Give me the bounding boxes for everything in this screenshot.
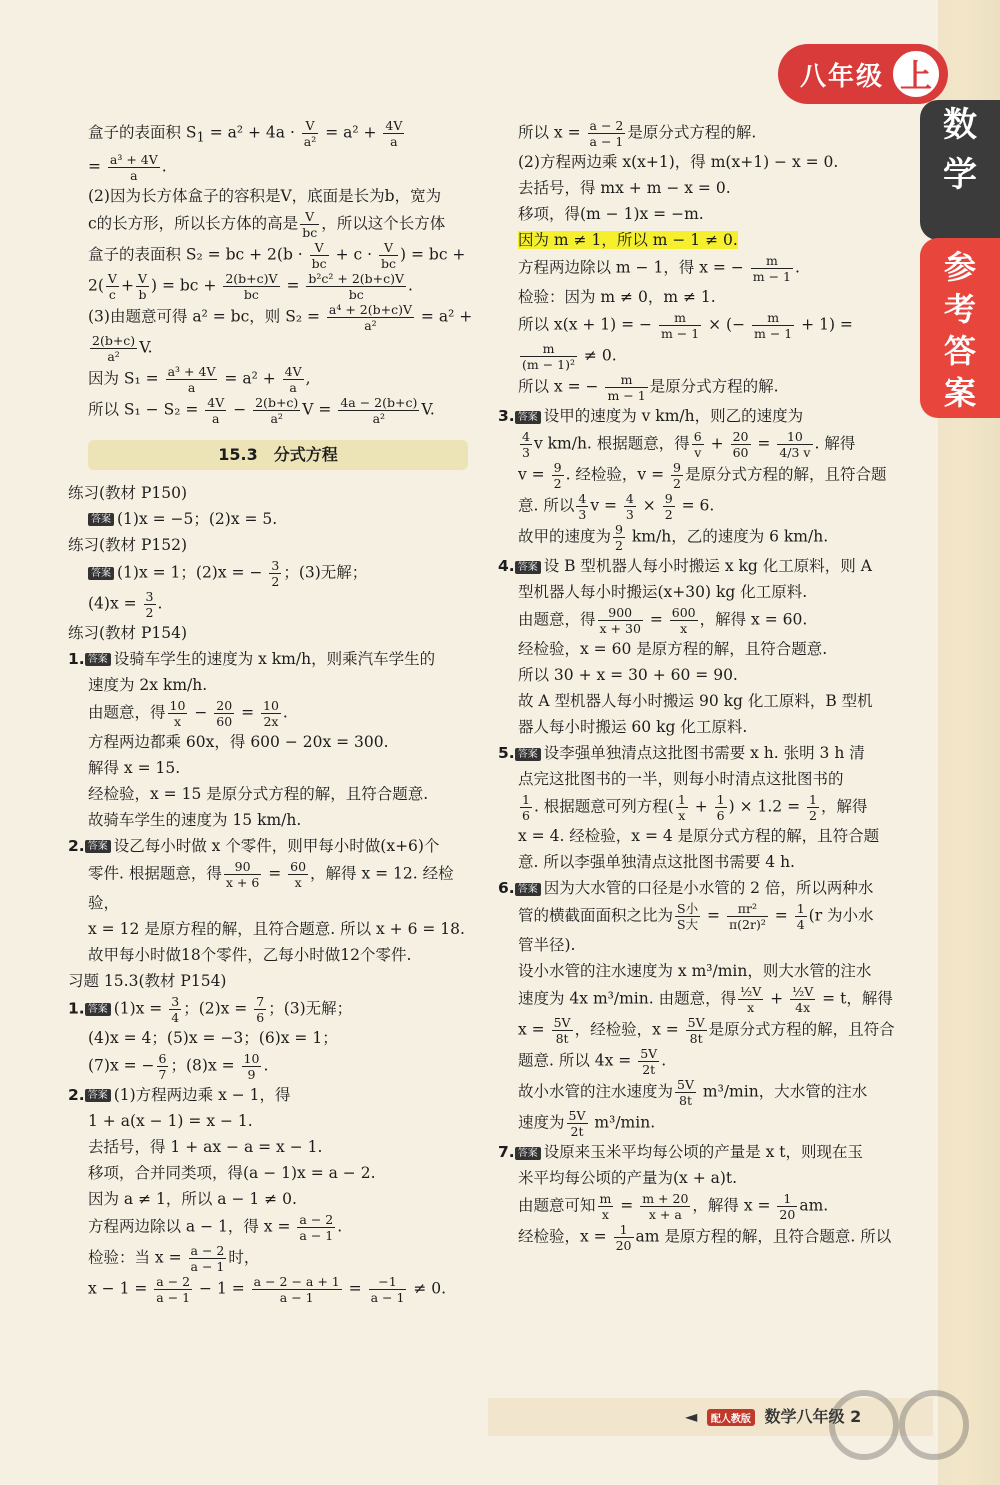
volume-badge: 上 (890, 48, 942, 100)
fraction: $\frac{4V}{a}$ (207, 394, 225, 426)
text-line: 经检验，x = $\frac{1}{20}$ am 是原方程的解，且符合题意. 所以 (518, 1222, 892, 1253)
text-line: 检验：因为 m ≠ 0，m ≠ 1. (518, 288, 716, 306)
text-line: $\frac{4}{3}$ v km/h. 根据题意，得 $\frac{6}{v}$ + $\frac{20}{60}$ = $\frac{10}{4/3 v}$ . 解得 (522, 429, 856, 460)
fraction: $\frac{1}{6}$ (716, 792, 725, 823)
text-line: 经检验，x = 15 是原分式方程的解，且符合题意. (88, 784, 429, 803)
text-line: 管半径). (518, 936, 576, 954)
fraction: $\frac{1}{20}$ (779, 1191, 796, 1222)
text-line: 经检验，x = 60 是原方程的解，且符合题意. (518, 640, 828, 658)
text-line: 由题意，得 $\frac{10}{x}$ − $\frac{20}{60}$ = $\frac{10}{2x}$ . (88, 697, 288, 729)
text-line: 零件. 根据题意，得 $\frac{90}{x + 6}$ = $\frac{60}{x}$ ，解得 x = 12. 经检验， (88, 858, 454, 912)
text-line: 所以 x = − $\frac{m}{m - 1}$ 是原分式方程的解. (518, 372, 779, 403)
text-line: 题意. 所以 4x = $\frac{5V}{2t}$ . (518, 1046, 667, 1077)
fraction: $\frac{m + 20}{x + a}$ (642, 1191, 689, 1222)
answer-char: 答 (943, 332, 976, 370)
text-line: $\frac{2(b+c)}{\text{a²}}$ V. (92, 332, 153, 364)
text-line: 6. 答案 因为大水管的口径是小水管的 2 倍，所以两种水 (498, 879, 874, 897)
text-line: 答案 (1)x = −5；(2)x = 5. (68, 506, 478, 532)
fraction: $\frac{a - 2 - a + 1}{a - 1}$ (253, 1273, 340, 1305)
text-line: (3)由题意可得 a² = bc，则 S₂ = $\frac{\text{a⁴ + 2(b+c)V}}{\text{a²}}$ = a² + (88, 301, 473, 333)
fraction: $\frac{4V}{a}$ (385, 118, 403, 149)
answer-key-tab (920, 238, 1000, 418)
fraction: $\frac{90}{x + 6}$ (225, 858, 260, 890)
fraction: $\frac{\text{S小}}{\text{S大}}$ (677, 901, 699, 932)
fraction: $\frac{4}{3}$ (625, 491, 634, 522)
text-line: 由题意，得 $\frac{900}{x + 30}$ = $\frac{600}{x}$ ，解得 x = 60. (518, 605, 808, 636)
text-line: $\frac{1}{6}$ . 根据题意可列方程( $\frac{1}{x}$ + $\frac{1}{6}$ ) × 1.2 = $\frac{1}{2}$ ，解得 (522, 792, 868, 823)
fraction: $\frac{V}{\text{a²}}$ (303, 118, 317, 149)
text-line: 移项，得(m − 1)x = −m. (518, 205, 704, 223)
exercise-heading: 练习(教材 P150) (68, 483, 188, 502)
fraction: $\frac{900}{x + 30}$ (599, 605, 641, 636)
answer-tag: 答案 (85, 653, 111, 666)
text-line: (4)x = 4；(5)x = −3；(6)x = 1； (88, 1028, 338, 1047)
fraction: $\frac{m}{m - 1}$ (752, 253, 791, 284)
text-line: 器人每小时搬运 60 kg 化工原料. (518, 718, 748, 736)
text-line: 意. 所以李强单独清点这批图书需要 4 h. (518, 853, 795, 871)
text-line: 5. 答案 设李强单独清点这批图书需要 x h. 张明 3 h 清 (498, 744, 865, 762)
page-number: 2 (850, 1407, 862, 1426)
text-line: 点完这批图书的一半，则每小时清点这批图书的 (518, 770, 844, 788)
fraction: $\frac{4}{3}$ (522, 429, 530, 460)
text-line: x = $\frac{5V}{8t}$ ，经检验，x = $\frac{5V}{8t}$ 是原分式方程的解，且符合 (518, 1015, 895, 1046)
fraction: $\frac{2(b+c)}{\text{a²}}$ (255, 394, 299, 426)
fraction: $\frac{V}{bc}$ (311, 239, 327, 271)
text-line: 解得 x = 15. (88, 758, 181, 777)
answer-tag: 答案 (515, 1147, 541, 1160)
text-line: 移项，合并同类项，得(a − 1)x = a − 2. (88, 1163, 376, 1182)
answer-tag: 答案 (515, 883, 541, 896)
fraction: $\frac{a - 2}{a - 1}$ (589, 118, 624, 149)
text-line: 设小水管的注水速度为 x m³/min，则大水管的注水 (518, 962, 872, 980)
answer-char: 考 (943, 290, 976, 328)
text-line: 3. 答案 设甲的速度为 v km/h，则乙的速度为 (498, 407, 804, 425)
text-line: 1. 答案 设骑车学生的速度为 x km/h，则乘汽车学生的 (68, 649, 436, 668)
answer-tag: 答案 (88, 567, 114, 580)
text-line: 管的横截面面积之比为 $\frac{\text{S小}}{\text{S大}}$ = $\frac{\text{πr²}}{\text{π(2r)²}}$ = $\frac{1}{4}$ (r 为小水 (518, 901, 874, 932)
text-line: 2. 答案 设乙每小时做 x 个零件，则甲每小时做(x+6)个 (68, 836, 440, 855)
answer-tag: 答案 (85, 840, 111, 853)
fraction: $\frac{20}{60}$ (216, 697, 233, 729)
arrow-left-icon: ◄ (685, 1407, 698, 1426)
fraction: $\frac{10}{2x}$ (263, 697, 279, 729)
text-line: x = 12 是原方程的解，且符合题意. 所以 x + 6 = 18. (88, 919, 465, 938)
fraction: $\frac{4}{3}$ (578, 491, 587, 522)
fraction: $\frac{m}{x}$ (599, 1191, 612, 1222)
text-line: = $\frac{\text{a³ + 4V}}{a}$ . (88, 151, 167, 183)
fraction: $\frac{a - 2}{a - 1}$ (190, 1242, 225, 1274)
fraction: $\frac{6}{v}$ (693, 429, 702, 460)
fraction: $\frac{9}{2}$ (553, 460, 562, 491)
grade-tab (778, 44, 948, 104)
fraction: $\frac{10}{9}$ (243, 1050, 260, 1082)
text-line: 意. 所以 $\frac{4}{3}$ v = $\frac{4}{3}$ × $\frac{9}{2}$ = 6. (518, 491, 715, 522)
fraction: $\frac{3}{2}$ (271, 557, 280, 589)
fraction: $\frac{7}{6}$ (256, 993, 265, 1025)
text-line: 去括号，得 mx + m − x = 0. (518, 179, 731, 197)
text-line: 米平均每公顷的产量为(x + a)t. (518, 1169, 738, 1187)
answer-tag: 答案 (85, 1089, 111, 1102)
fraction: $\frac{9}{2}$ (673, 460, 681, 491)
fraction: $\frac{3}{4}$ (171, 993, 180, 1025)
fraction: $\frac{1}{2}$ (809, 792, 817, 823)
text-line: 盒子的表面积 S₂ = bc + 2(b · $\frac{V}{bc}$ + c · $\frac{V}{bc}$ ) = bc + (88, 239, 466, 271)
text-line: 故骑车学生的速度为 15 km/h. (88, 810, 302, 829)
edition-badge: 配人教版 (707, 1409, 755, 1426)
fraction: $\frac{a - 2}{a - 1}$ (299, 1211, 334, 1243)
watermark-logo (824, 1385, 974, 1465)
text-line: 型机器人每小时搬运(x+30) kg 化工原料. (518, 583, 808, 601)
text-line: 速度为 $\frac{5V}{2t}$ m³/min. (518, 1108, 656, 1139)
fraction: $\frac{5V}{8t}$ (687, 1015, 705, 1046)
fraction: $\frac{m}{m - 1}$ (754, 310, 793, 341)
text-line: 7. 答案 设原来玉米平均每公顷的产量是 x t，则现在玉 (498, 1143, 864, 1161)
text-line: (2)因为长方体盒子的容积是V，底面是长为b，宽为 (88, 186, 442, 205)
section-heading: 15.3 分式方程 (88, 440, 468, 470)
text-line: $\frac{m}{\text{(m − 1)²}}$ ≠ 0. (522, 341, 617, 372)
fraction: $\frac{6}{7}$ (158, 1050, 167, 1082)
fraction: $\frac{2(b+c)V}{bc}$ (225, 270, 278, 302)
grade-label: 八年级 (800, 61, 885, 92)
text-line: 1. 答案 (1)x = $\frac{3}{4}$ ；(2)x = $\frac{7}{6}$ ；(3)无解； (68, 993, 353, 1025)
text-line: 故甲每小时做18个零件，乙每小时做12个零件. (88, 945, 412, 964)
answer-tag: 答案 (515, 561, 541, 574)
text-line: 方程两边都乘 60x，得 600 − 20x = 300. (88, 732, 389, 751)
text-line: 故甲的速度为 $\frac{9}{2}$ km/h，乙的速度为 6 km/h. (518, 522, 829, 553)
fraction: $\frac{V}{bc}$ (302, 208, 318, 240)
fraction: $\frac{m}{\text{(m − 1)²}}$ (522, 341, 575, 372)
text-line: 去括号，得 1 + ax − a = x − 1. (88, 1137, 323, 1156)
fraction: $\frac{-1}{a - 1}$ (370, 1273, 405, 1305)
fraction: $\frac{10}{x}$ (169, 697, 186, 729)
answer-tag: 答案 (88, 513, 114, 526)
left-column (68, 118, 478, 1305)
answer-tag: 答案 (85, 1003, 111, 1016)
fraction: $\frac{5V}{2t}$ (568, 1108, 586, 1139)
fraction: $\frac{\text{πr²}}{\text{π(2r)²}}$ (728, 901, 766, 932)
text-line: 方程两边除以 a − 1，得 x = $\frac{a - 2}{a - 1}$ . (88, 1211, 343, 1243)
text-line: 所以 x(x + 1) = − $\frac{m}{m - 1}$ × (− $\frac{m}{m - 1}$ + 1) = (518, 310, 853, 341)
fraction: $\frac{m}{m - 1}$ (607, 372, 646, 403)
fraction: $\frac{\text{a³ + 4V}}{a}$ (109, 151, 158, 183)
fraction: $\frac{\text{a³ + 4V}}{a}$ (167, 363, 216, 395)
fraction: $\frac{\text{b²c² + 2(b+c)V}}{bc}$ (308, 270, 405, 302)
fraction: $\frac{60}{x}$ (290, 858, 307, 890)
text-line: 速度为 4x m³/min. 由题意，得 $\frac{\text{½V}}{x}$ + $\frac{\text{½V}}{4x}$ = t，解得 (518, 984, 893, 1015)
fraction: $\frac{9}{2}$ (664, 491, 673, 522)
text-line: 4. 答案 设 B 型机器人每小时搬运 x kg 化工原料，则 A (498, 557, 872, 575)
fraction: $\frac{a - 2}{a - 1}$ (156, 1273, 191, 1305)
fraction: $\frac{V}{bc}$ (381, 239, 397, 271)
text-line: (7)x = − $\frac{6}{7}$ ；(8)x = $\frac{10}{9}$ . (88, 1050, 269, 1082)
text-line: 盒子的表面积 $S_1 = a^2 + 4a$ · $\frac{V}{\text{a²}}$ = a² + $\frac{4V}{a}$ (88, 118, 403, 149)
text-line: 1 + a(x − 1) = x − 1. (88, 1111, 253, 1130)
right-column (498, 118, 908, 1253)
subject-tab (920, 100, 1000, 240)
fraction: $\frac{2(b+c)}{\text{a²}}$ (92, 332, 136, 364)
fraction: $\frac{m}{m - 1}$ (660, 310, 700, 341)
answer-tag: 答案 (515, 748, 541, 761)
fraction: $\frac{\text{a⁴ + 2(b+c)V}}{\text{a²}}$ (328, 301, 412, 333)
text-line: 所以 30 + x = 30 + 60 = 90. (518, 666, 738, 684)
text-line: 2. 答案 (1)方程两边乘 x − 1，得 (68, 1085, 291, 1104)
answer-char: 案 (943, 374, 976, 412)
text-line: c的长方形，所以长方体的高是 $\frac{V}{bc}$ ，所以这个长方体 (88, 208, 446, 240)
fraction: $\frac{10}{4/3 v}$ (779, 429, 811, 460)
fraction: $\frac{1}{4}$ (796, 901, 805, 932)
fraction: $\frac{1}{20}$ (615, 1222, 632, 1253)
text-line: 由题意可知 $\frac{m}{x}$ = $\frac{m + 20}{x + a}$ ，解得 x = $\frac{1}{20}$ am. (518, 1191, 829, 1222)
fraction: $\frac{5V}{2t}$ (640, 1046, 658, 1077)
text-line: x = 4. 经检验，x = 4 是原分式方程的解，且符合题 (518, 827, 880, 845)
text-line: (2)方程两边乘 x(x+1)，得 m(x+1) − x = 0. (518, 153, 839, 171)
text-line: 因为 S₁ = $\frac{\text{a³ + 4V}}{a}$ = a² + $\frac{4V}{a}$ , (88, 363, 311, 395)
text-line: v = $\frac{9}{2}$ . 经检验，v = $\frac{9}{2}$ 是原分式方程的解，且符合题 (518, 460, 887, 491)
text-line: 答案 (1)x = 1；(2)x = − $\frac{3}{2}$ ；(3)无解； (68, 558, 478, 589)
fraction: $\frac{4a - 2(b+c)}{\text{a²}}$ (340, 394, 418, 426)
fraction: $\frac{\text{½V}}{x}$ (740, 984, 762, 1015)
fraction: $\frac{V}{c}$ (107, 270, 117, 302)
fraction: $\frac{1}{6}$ (522, 792, 530, 823)
highlighted-line: 因为 m ≠ 1，所以 m − 1 ≠ 0. (518, 231, 738, 249)
text-line: 检验：当 x = $\frac{a - 2}{a - 1}$ 时， (88, 1242, 260, 1274)
text-line: x − 1 = $\frac{a - 2}{a - 1}$ − 1 = $\frac{a - 2 - a + 1}{a - 1}$ = $\frac{-1}{a - 1}$ ≠ 0. (88, 1273, 447, 1305)
text-line: 2( $\frac{V}{c}$ + $\frac{V}{b}$ ) = bc + $\frac{2(b+c)V}{bc}$ = $\frac{\text{b²c² + 2(b+c)V}}{bc}$ . (88, 270, 413, 302)
text-line: 所以 S₁ − S₂ = $\frac{4V}{a}$ − $\frac{2(b+c)}{\text{a²}}$ V = $\frac{4a - 2(b+c)}{\text{a²}}$ V. (88, 394, 435, 426)
fraction: $\frac{600}{x}$ (671, 605, 696, 636)
text-line: 速度为 2x km/h. (88, 675, 208, 694)
fraction: $\frac{20}{60}$ (732, 429, 749, 460)
exercise-heading: 练习(教材 P152) (68, 535, 188, 554)
subject-char: 学 (943, 155, 977, 195)
fraction: $\frac{3}{2}$ (145, 588, 154, 620)
text-line: 所以 x = $\frac{a - 2}{a - 1}$ 是原分式方程的解. (518, 118, 757, 149)
exercise-heading: 习题 15.3(教材 P154) (68, 971, 227, 990)
fraction: $\frac{9}{2}$ (615, 522, 623, 553)
fraction: $\frac{5V}{8t}$ (677, 1077, 694, 1108)
text-line: 因为 a ≠ 1，所以 a − 1 ≠ 0. (88, 1189, 297, 1208)
fraction: $\frac{V}{b}$ (137, 270, 147, 302)
text-line: 方程两边除以 m − 1，得 x = − $\frac{m}{m - 1}$ . (518, 253, 800, 284)
fraction: $\frac{5V}{8t}$ (553, 1015, 571, 1046)
footer-text: 数学八年级 (764, 1407, 845, 1426)
answer-char: 参 (943, 248, 976, 286)
text-line: 故 A 型机器人每小时搬运 90 kg 化工原料，B 型机 (518, 692, 873, 710)
text-line: (4)x = $\frac{3}{2}$ . (88, 588, 163, 620)
fraction: $\frac{1}{x}$ (677, 792, 686, 823)
exercise-heading: 练习(教材 P154) (68, 623, 188, 642)
subject-char: 数 (943, 105, 977, 145)
fraction: $\frac{\text{½V}}{4x}$ (792, 984, 814, 1015)
text-line: 故小水管的注水速度为 $\frac{5V}{8t}$ m³/min，大水管的注水 (518, 1077, 868, 1108)
answer-tag: 答案 (515, 411, 541, 424)
fraction: $\frac{4V}{a}$ (284, 363, 302, 395)
